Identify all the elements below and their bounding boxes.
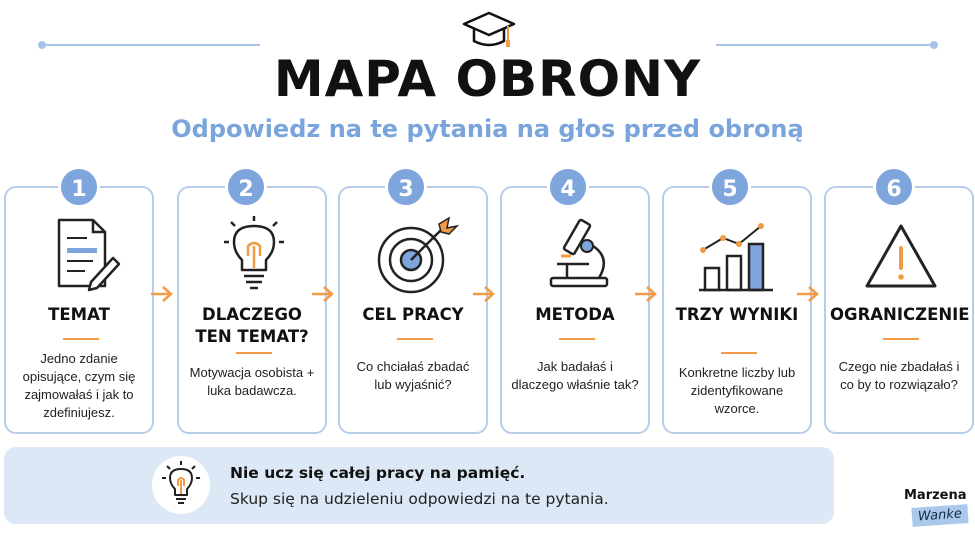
page-title: MAPA OBRONY — [273, 50, 702, 108]
tip-heading: Nie ucz się całej pracy na pamięć. — [230, 464, 526, 482]
step-description: Jak badałaś i dlaczego właśnie tak? — [511, 359, 639, 392]
step-title: DLACZEGO TEN TEMAT? — [195, 305, 309, 346]
step-card-4 — [500, 186, 650, 434]
step-title: OGRANICZENIE — [830, 305, 970, 324]
header-rule-left — [40, 44, 260, 46]
author-last-name: Wanke — [911, 504, 968, 527]
arrow-right-icon — [310, 284, 336, 304]
arrow-right-icon — [795, 284, 821, 304]
step-separator — [559, 338, 595, 340]
step-separator — [397, 338, 433, 340]
microscope-icon — [527, 216, 627, 296]
step-title: TRZY WYNIKI — [675, 305, 799, 324]
step-number-badge: 6 — [873, 166, 915, 208]
step-card-1 — [4, 186, 154, 434]
arrow-right-icon — [149, 284, 175, 304]
step-description: Czego nie zbadałaś i co by to rozwiązało? — [838, 359, 960, 392]
step-number-badge: 2 — [225, 166, 267, 208]
header-rule-right-dot — [930, 41, 938, 49]
step-description: Konkretne liczby lub zidentyfikowane wzorce. — [678, 365, 796, 416]
lightbulb-icon — [204, 216, 304, 296]
step-description: Jedno zdanie opisujące, czym się zajmowałaś i jak to zdefiniujesz. — [22, 351, 136, 420]
step-card-3 — [338, 186, 488, 434]
step-card-2 — [177, 186, 327, 434]
tip-text: Skup się na udzieleniu odpowiedzi na te pytania. — [230, 490, 609, 508]
step-description: Co chciałaś zbadać lub wyjaśnić? — [356, 359, 470, 392]
step-title: CEL PRACY — [362, 305, 464, 324]
step-number-badge: 1 — [58, 166, 100, 208]
page-subtitle: Odpowiedz na te pytania na głos przed obroną — [171, 115, 804, 143]
step-title: TEMAT — [48, 305, 110, 324]
bar-chart-icon — [689, 216, 789, 296]
header-rule-right — [716, 44, 934, 46]
arrow-right-icon — [471, 284, 497, 304]
arrow-right-icon — [633, 284, 659, 304]
step-number-badge: 3 — [385, 166, 427, 208]
step-title: METODA — [535, 305, 615, 324]
document-pencil-icon — [31, 216, 131, 296]
lightbulb-icon — [152, 456, 210, 514]
tip-icon-circle — [152, 456, 210, 514]
step-description: Motywacja osobista + luka badawcza. — [189, 365, 315, 398]
step-number-badge: 4 — [547, 166, 589, 208]
step-number-badge: 5 — [709, 166, 751, 208]
warning-icon — [851, 216, 951, 296]
step-separator — [63, 338, 99, 340]
graduation-cap-icon — [462, 10, 516, 52]
target-icon — [365, 216, 465, 296]
step-separator — [236, 352, 272, 354]
step-separator — [721, 352, 757, 354]
step-card-5 — [662, 186, 812, 434]
step-card-6 — [824, 186, 974, 434]
header-rule-left-dot — [38, 41, 46, 49]
author-first-name: Marzena — [904, 488, 967, 503]
step-separator — [883, 338, 919, 340]
tip-box — [4, 447, 834, 524]
